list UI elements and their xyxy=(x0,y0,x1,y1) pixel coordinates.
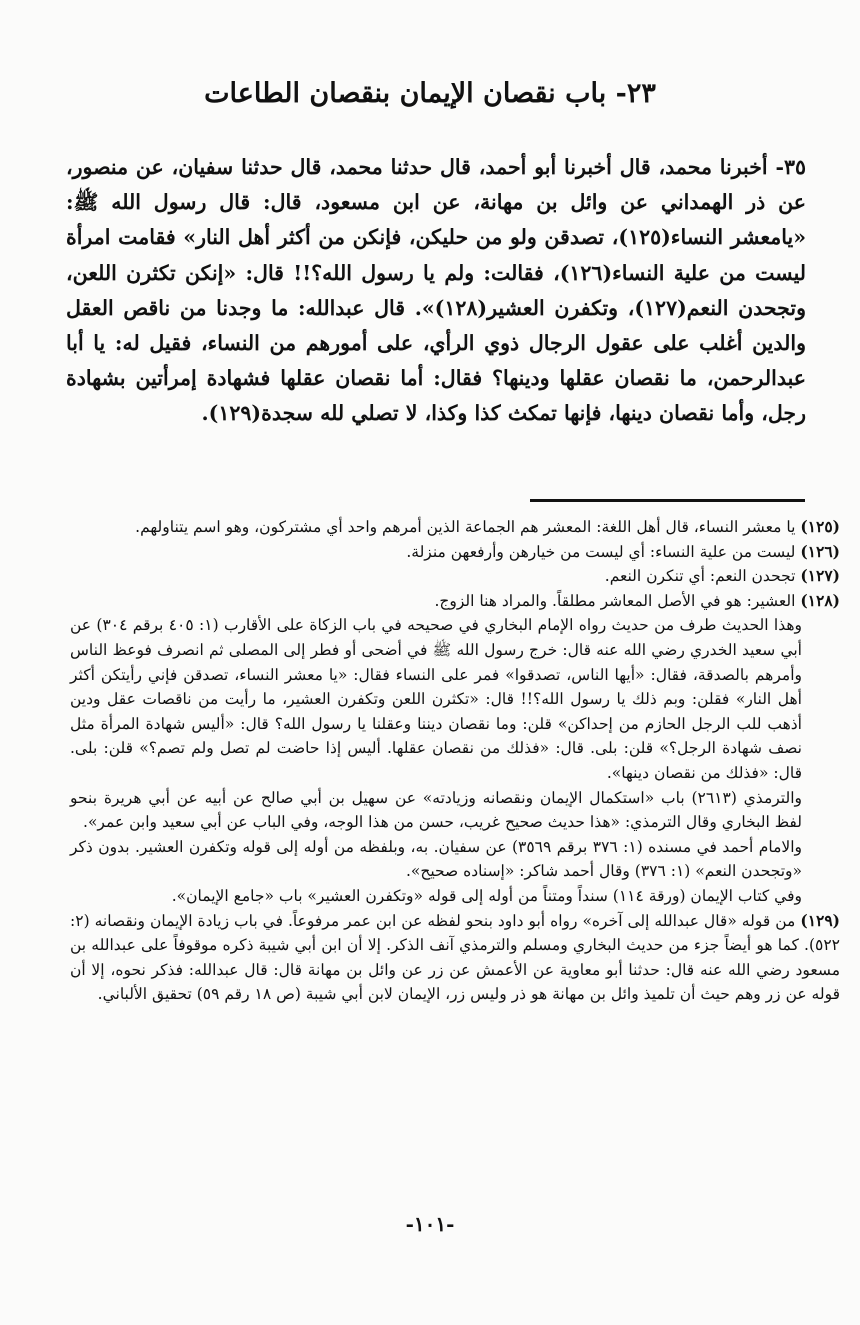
footnote-128-tirmidhi: والترمذي (٢٦١٣) باب «استكمال الإيمان ونقصانه وزيادته» عن سهيل بن أبي صالح عن أبيه عن أبي هريرة بنحو لفظ البخاري وقال الترمذي: «هذا حديث صحيح غريب، حسن من هذا الوجه، وفي الباب عن أبي سعيد وابن عمر». xyxy=(70,788,802,832)
page-number: -١٠١- xyxy=(405,1212,455,1236)
chapter-title: ٢٣- باب نقصان الإيمان بنقصان الطاعات xyxy=(204,78,656,109)
footnote-text: من قوله «قال عبدالله إلى آخره» رواه أبو داود بنحو لفظه عن ابن عمر مرفوعاً. في باب زيادة الإيمان ونقصانه (٢: ٥٢٢). كما هو أيضاً جزء من حديث البخاري ومسلم والترمذي آنف الذكر. إلا أن ابن أبي شيبة ذكره موقوفاً على عبدالله بن مسعود رضي الله عنه قال: حدثنا أبو معاوية عن الأعمش عن زر عن وائل بن مهانة قال: قال عبدالله: فذكر نحوه، إلا أن قوله عن زر وهم حيث أن تلميذ وائل بن مهانة هو ذر وليس زر، الإيمان لابن أبي شيبة (ص ١٨ رقم ٥٩) تحقيق الألباني. xyxy=(70,911,840,1004)
footnote-text: العشير: هو في الأصل المعاشر مطلقاً. والمراد هنا الزوج. xyxy=(434,591,796,610)
footnote-128-bukhari: وهذا الحديث طرف من حديث رواه الإمام البخاري في صحيحه في باب الزكاة على الأقارب (١: ٤٠٥ برقم ٣٠٤) عن أبي سعيد الخدري رضي الله عنه قال: خرج رسول الله ﷺ في أضحى أو فطر إلى المصلى ثم انصرف فوعظ الناس وأمرهم بالصدقة، فقال: «أيها الناس، تصدقوا» فمر على النساء فقال: «يا معشر النساء، تصدقن فإني رأيتكن أكثر أهل النار» فقلن: وبم ذلك يا رسول الله؟!! قال: «تكثرن اللعن وتكفرن العشير، ما رأيت من ناقصات عقل ودين أذهب للب الرجل الحازم من إحداكن» قلن: وما نقصان ديننا وعقلنا يا رسول الله؟ قال: «أليس شهادة المرأة مثل نصف شهادة الرجل؟» قلن: بلى. قال: «فذلك من نقصان عقلها. أليس إذا حاضت لم تصل ولم تصم؟» قلن: بلى. قال: «فذلك من نقصان دينها». xyxy=(70,616,802,782)
footnote-126 xyxy=(70,540,840,565)
hadith-text: ٣٥- أخبرنا محمد، قال أخبرنا أبو أحمد، قال حدثنا محمد، قال حدثنا سفيان، عن منصور، عن ذر الهمداني عن وائل بن مهانة، عن ابن مسعود، قال: قال رسول الله ﷺ: «يامعشر النساء(١٢٥)، تصدقن ولو من حليكن، فإنكن من أكثر أهل النار» فقامت امرأة ليست من علية النساء(١٢٦)، فقالت: ولم يا رسول الله؟!! قال: «إنكن تكثرن اللعن، وتجحدن النعم(١٢٧)، وتكفرن العشير(١٢٨)». قال عبدالله: ما وجدنا من ناقص العقل والدين أغلب على عقول الرجال ذوي الرأي، على أمورهم من النساء، فقيل له: يا أبا عبدالرحمن، ما نقصان عقلها ودينها؟ فقال: أما نقصان عقلها فشهادة إمرأتين بشهادة رجل، وأما نقصان دينها، فإنها تمكث كذا وكذا، لا تصلي لله سجدة(١٢٩). xyxy=(66,155,807,426)
footnote-number: (١٢٨) xyxy=(800,590,840,610)
footnote-number: (١٢٧) xyxy=(800,566,840,586)
footnote-125 xyxy=(70,515,840,540)
footnote-text: ليست من علية النساء: أي ليست من خيارهن وأرفعهن منزلة. xyxy=(406,542,796,561)
footnote-129 xyxy=(70,909,840,1007)
footnote-separator xyxy=(530,499,805,502)
footnote-text: يا معشر النساء، قال أهل اللغة: المعشر هم الجماعة الذين أمرهم واحد أي مشتركون، وهو اسم يتناولهم. xyxy=(135,518,796,536)
footnote-128-ahmad: والامام أحمد في مسنده (١: ٣٧٦ برقم ٣٥٦٩) عن سفيان. به، وبلفظه من أوله إلى قوله وتكفرن العشير. بدون ذكر «وتجحدن النعم» (١: ٣٧٦) وقال أحمد شاكر: «إسناده صحيح». xyxy=(70,837,803,881)
footnote-number: (١٢٩) xyxy=(800,910,841,930)
footnote-text: تجحدن النعم: أي تنكرن النعم. xyxy=(604,567,796,586)
footnote-number: (١٢٦) xyxy=(800,541,840,561)
footnote-127 xyxy=(70,564,840,589)
footnote-number: (١٢٥) xyxy=(800,517,840,536)
footnote-128-iman: وفي كتاب الإيمان (ورقة ١١٤) سنداً ومتناً من أوله إلى قوله «وتكفرن العشير» باب «جامع الإيمان». xyxy=(171,886,802,905)
footnote-128 xyxy=(70,589,840,614)
footnotes xyxy=(70,515,840,1007)
